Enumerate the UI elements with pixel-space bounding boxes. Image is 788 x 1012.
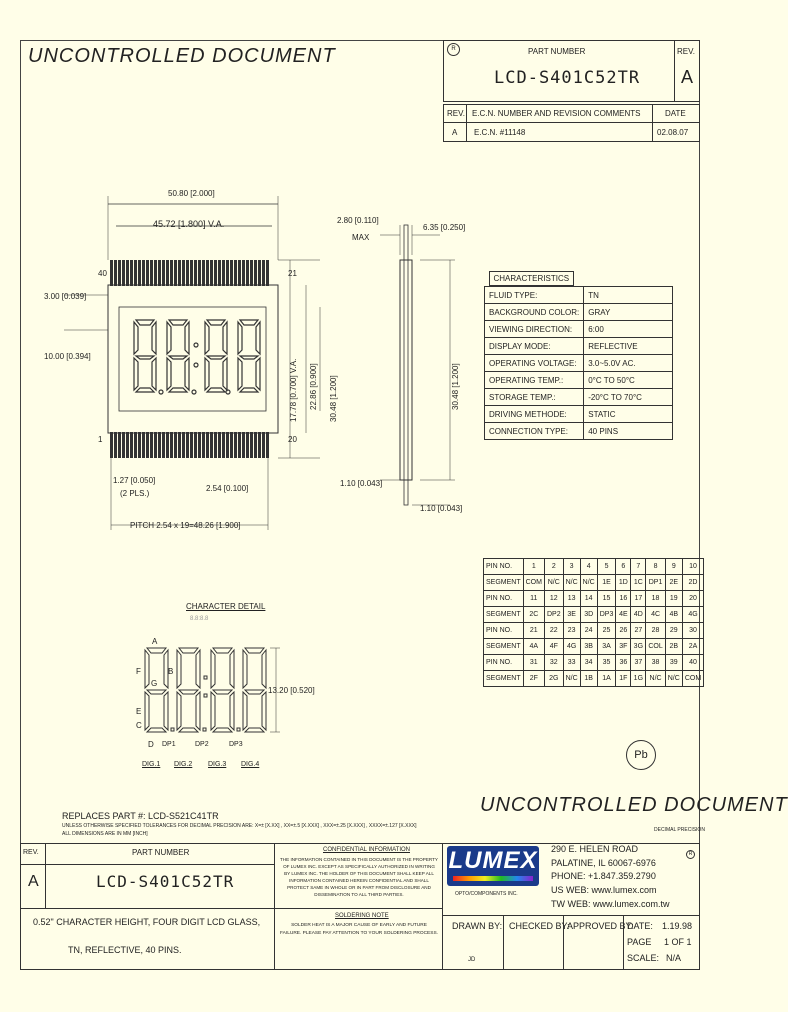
pin-cell: 9 <box>665 559 682 575</box>
char-seg-c: C <box>136 721 142 730</box>
pin-cell: DP2 <box>544 607 563 623</box>
characteristic-key: DRIVING METHODE: <box>485 406 584 423</box>
watermark-top: UNCONTROLLED DOCUMENT <box>28 45 336 67</box>
pin-row-label: SEGMENT <box>484 575 524 591</box>
char-seg-a: A <box>152 637 158 646</box>
bottom-pins <box>110 432 269 458</box>
footer-description-2: TN, REFLECTIVE, 40 PINS. <box>68 945 182 955</box>
pin-cell: 37 <box>631 655 646 671</box>
confidential-text: THE INFORMATION CONTAINED IN THIS DOCUMENT IS THE PROPERTY OF LUMEX INC. EXCEPT AS SPECIFICALLY AUTHORIZED IN WRITING BY LUMEX INC. THE HOLDER OF THIS DOCUMENT SHALL KEEP ALL INFORMATION CONTAINED HEREIN CONFIDENTIAL AND SHALL PROTECT SAME IN WHOLE OR IN PART FROM DISCLOSURE AND DISSEMINATION TO ALL THIRD PARTIES. <box>280 857 438 897</box>
characteristic-row <box>485 355 673 372</box>
characteristic-key: VIEWING DIRECTION: <box>485 321 584 338</box>
pin-cell: 3G <box>631 639 646 655</box>
footer-conf-divider <box>442 843 443 970</box>
pin-cell: 2G <box>544 671 563 687</box>
lumex-tagline: OPTO/COMPONENTS INC. <box>455 891 518 897</box>
pin-cell: 4A <box>523 639 544 655</box>
dim-pitch: PITCH 2.54 x 19=48.26 [1.900] <box>130 521 241 530</box>
pin-cell: 28 <box>646 623 665 639</box>
char-seg-f: F <box>136 667 141 676</box>
pin-cell: 4F <box>544 639 563 655</box>
pin-cell: 4 <box>580 559 597 575</box>
scale-value: N/A <box>666 953 682 963</box>
drawn-by-label: DRAWN BY: <box>452 921 503 931</box>
pin-cell: 12 <box>544 591 563 607</box>
pin-cell: 4G <box>563 639 580 655</box>
scale-label: SCALE: <box>627 953 660 963</box>
pin-cell: 1G <box>631 671 646 687</box>
dim-left-offset: 3.00 [0.039] <box>44 292 87 301</box>
pin-cell: COL <box>646 639 665 655</box>
lumex-logo <box>447 846 539 886</box>
pin-cell: 1 <box>523 559 544 575</box>
characteristic-key: STORAGE TEMP.: <box>485 389 584 406</box>
pin-cell: 19 <box>665 591 682 607</box>
pin-cell: 3A <box>597 639 616 655</box>
pin-table-row <box>484 639 704 655</box>
rev-row-rev: A <box>452 128 458 137</box>
characteristic-value: TN <box>584 287 673 304</box>
characteristic-row <box>485 406 673 423</box>
pin-cell: 18 <box>646 591 665 607</box>
characteristic-key: OPERATING TEMP.: <box>485 372 584 389</box>
char-dp1: DP1 <box>162 741 176 748</box>
char-detail-title: CHARACTER DETAIL <box>186 602 266 611</box>
pin-cell: 3D <box>580 607 597 623</box>
registered-icon: R <box>686 850 695 859</box>
footer-pn-divider <box>274 843 275 970</box>
pin-cell: 4E <box>616 607 631 623</box>
pin-cell: 3 <box>563 559 580 575</box>
pin-label-40: 40 <box>98 269 107 278</box>
pin-cell: 16 <box>616 591 631 607</box>
characteristic-value: 6:00 <box>584 321 673 338</box>
pin-cell: N/C <box>665 671 682 687</box>
pin-cell: 35 <box>597 655 616 671</box>
checked-by-label: CHECKED BY: <box>509 921 570 931</box>
pin-row-label: PIN NO. <box>484 655 524 671</box>
pin-cell: COM <box>682 671 703 687</box>
characteristics-title: CHARACTERISTICS <box>489 271 575 286</box>
characteristic-key: DISPLAY MODE: <box>485 338 584 355</box>
pin-cell: N/C <box>563 575 580 591</box>
header-rev-label: REV. <box>677 47 695 56</box>
dim-pin-plcs: (2 PLS.) <box>120 489 150 498</box>
rev-row-date: 02.08.07 <box>657 128 689 137</box>
tolerance-right: DECIMAL PRECISION <box>654 827 705 833</box>
watermark-bottom: UNCONTROLLED DOCUMENT <box>480 794 788 816</box>
pin-cell: 3E <box>563 607 580 623</box>
pin-cell: 33 <box>563 655 580 671</box>
dim-side-width: 6.35 [0.250] <box>423 223 466 232</box>
pin-table-row <box>484 623 704 639</box>
characteristic-value: REFLECTIVE <box>584 338 673 355</box>
footer-h-divider-3 <box>275 908 443 909</box>
pin-cell: 34 <box>580 655 597 671</box>
pin-cell: 1D <box>616 575 631 591</box>
pin-table-row <box>484 575 704 591</box>
tolerance-note: UNLESS OTHERWISE SPECIFIED TOLERANCES FOR DECIMAL PRECISION ARE: X=± [X.XX] , XX=±.5 [X.XXX] , XXX=±.25 [X.XXX] , XXXX=±.127 [X.XXX] <box>62 823 417 829</box>
dim-side-bottom-1: 1.10 [0.043] <box>340 479 383 488</box>
rohs-circle-icon: R <box>447 43 460 56</box>
char-dp2: DP2 <box>195 741 209 748</box>
pin-cell: 14 <box>580 591 597 607</box>
pin-cell: 8 <box>646 559 665 575</box>
rev-table-divider-1 <box>466 104 467 142</box>
tw-web: TW WEB: www.lumex.com.tw <box>551 899 670 909</box>
pin-cell: 38 <box>646 655 665 671</box>
pin-cell: N/C <box>580 575 597 591</box>
dim-pin-width: 1.27 [0.050] <box>113 476 156 485</box>
pin-cell: 25 <box>597 623 616 639</box>
lumex-brand: LUMEX <box>448 847 538 874</box>
pin-table-row <box>484 607 704 623</box>
pin-cell: 32 <box>544 655 563 671</box>
pin-cell: 29 <box>665 623 682 639</box>
char-seg-b: B <box>168 667 174 676</box>
date-value: 1.19.98 <box>662 921 693 931</box>
footer-h-divider-1 <box>20 864 275 865</box>
date-col-header: DATE <box>665 109 686 118</box>
tolerance-note-2: ALL DIMENSIONS ARE IN MM [INCH] <box>62 831 148 837</box>
lumex-rainbow-bar <box>453 876 533 881</box>
pb-free-icon <box>626 740 656 770</box>
pin-cell: 22 <box>544 623 563 639</box>
characteristic-row <box>485 321 673 338</box>
pin-cell: 2E <box>665 575 682 591</box>
pin-cell: 2A <box>682 639 703 655</box>
top-pins <box>110 260 269 286</box>
pin-row-label: SEGMENT <box>484 639 524 655</box>
dim-va-width: 45.72 [1.800] V.A. <box>153 219 225 229</box>
char-readout: 8.8:8.8 <box>190 616 209 622</box>
pin-cell: 1A <box>597 671 616 687</box>
approved-by-label: APPROVED BY: <box>567 921 634 931</box>
pin-cell: 4C <box>646 607 665 623</box>
pin-cell: 1E <box>597 575 616 591</box>
char-dig4: DIG.4 <box>241 761 260 768</box>
pin-cell: 6 <box>616 559 631 575</box>
us-web: US WEB: www.lumex.com <box>551 885 657 895</box>
dim-h1: 17.78 [0.700] V.A. <box>289 358 298 422</box>
header-rev-value: A <box>681 67 694 87</box>
pin-row-label: SEGMENT <box>484 607 524 623</box>
char-seg-e: E <box>136 707 142 716</box>
characteristic-row <box>485 304 673 321</box>
pin-cell: 4D <box>631 607 646 623</box>
pin-cell: 1F <box>616 671 631 687</box>
pin-cell: 39 <box>665 655 682 671</box>
pin-cell: 30 <box>682 623 703 639</box>
pin-row-label: PIN NO. <box>484 559 524 575</box>
pin-cell: DP1 <box>646 575 665 591</box>
dim-side-bottom-2: 1.10 [0.043] <box>420 504 463 513</box>
pin-table <box>483 558 704 687</box>
rev-col-header: REV. <box>447 109 465 118</box>
pin-cell: 24 <box>580 623 597 639</box>
pin-cell: DP3 <box>597 607 616 623</box>
pin-cell: 4G <box>682 607 703 623</box>
confidential-title: CONFIDENTIAL INFORMATION <box>323 847 410 853</box>
dim-thick-max-label: MAX <box>352 233 370 242</box>
characteristic-row <box>485 287 673 304</box>
soldering-title: SOLDERING NOTE <box>335 913 389 919</box>
pin-cell: 4B <box>665 607 682 623</box>
char-dig2: DIG.2 <box>174 761 193 768</box>
pin-cell: 5 <box>597 559 616 575</box>
characteristic-value: 0°C TO 50°C <box>584 372 673 389</box>
page-label: PAGE <box>627 937 652 947</box>
pin-cell: 2B <box>665 639 682 655</box>
characteristic-key: FLUID TYPE: <box>485 287 584 304</box>
pin-cell: 31 <box>523 655 544 671</box>
footer-part-number: LCD-S401C52TR <box>96 872 235 891</box>
address-line-2: PALATINE, IL 60067-6976 <box>551 858 656 868</box>
pin-row-label: PIN NO. <box>484 623 524 639</box>
pin-cell: 10 <box>682 559 703 575</box>
characteristic-row <box>485 372 673 389</box>
pin-cell: 26 <box>616 623 631 639</box>
characteristics-table <box>484 270 673 440</box>
pin-cell: 36 <box>616 655 631 671</box>
dim-pin-pitch: 2.54 [0.100] <box>206 484 249 493</box>
characteristic-key: BACKGROUND COLOR: <box>485 304 584 321</box>
phone: PHONE: +1.847.359.2790 <box>551 871 656 881</box>
pin-cell: 17 <box>631 591 646 607</box>
pin-cell: 11 <box>523 591 544 607</box>
pin-cell: 13 <box>563 591 580 607</box>
dim-side-height: 30.48 [1.200] <box>451 363 460 410</box>
pin-cell: 1C <box>631 575 646 591</box>
rev-table-divider-2 <box>652 104 653 142</box>
dim-h3: 30.48 [1.200] <box>329 375 338 422</box>
pin-cell: 2F <box>523 671 544 687</box>
footer-rev-value: A <box>28 873 39 890</box>
pin-cell: 3B <box>580 639 597 655</box>
pin-cell: N/C <box>646 671 665 687</box>
pin-row-label: SEGMENT <box>484 671 524 687</box>
pin-cell: 2C <box>523 607 544 623</box>
footer-rev-label: REV. <box>23 849 39 856</box>
dim-char-height: 13.20 [0.520] <box>268 686 315 695</box>
footer-h-divider-4 <box>442 915 700 916</box>
pin-label-20: 20 <box>288 435 297 444</box>
pin-cell: 21 <box>523 623 544 639</box>
char-seg-g: G <box>151 679 158 688</box>
soldering-text: SOLDER HEAT IS A MAJOR CAUSE OF EARLY AND FUTURE FAILURE. PLEASE PAY ATTENTION TO YOUR SOLDERING PROCESS. <box>280 923 438 936</box>
dim-left-height: 10.00 [0.394] <box>44 352 91 361</box>
pin-cell: 40 <box>682 655 703 671</box>
pin-label-1: 1 <box>98 435 103 444</box>
characteristic-key: OPERATING VOLTAGE: <box>485 355 584 372</box>
pin-cell: 1B <box>580 671 597 687</box>
char-dp3: DP3 <box>229 741 243 748</box>
characteristic-row <box>485 338 673 355</box>
pin-cell: COM <box>523 575 544 591</box>
header-pn-label: PART NUMBER <box>528 47 586 56</box>
pin-cell: 7 <box>631 559 646 575</box>
footer-pn-label: PART NUMBER <box>132 848 190 857</box>
date-label: DATE: <box>627 921 653 931</box>
pin-cell: 27 <box>631 623 646 639</box>
replaces-note: REPLACES PART #: LCD-S521C41TR <box>62 811 219 821</box>
characteristic-key: CONNECTION TYPE: <box>485 423 584 440</box>
pin-cell: 23 <box>563 623 580 639</box>
characteristic-value: STATIC <box>584 406 673 423</box>
pin-label-21: 21 <box>288 269 297 278</box>
pin-table-row <box>484 671 704 687</box>
pin-cell: N/C <box>563 671 580 687</box>
ecn-col-header: E.C.N. NUMBER AND REVISION COMMENTS <box>472 109 641 118</box>
pin-table-row <box>484 559 704 575</box>
footer-rev-divider <box>45 843 46 908</box>
dim-h2: 22.86 [0.900] <box>309 363 318 410</box>
dim-overall-width: 50.80 [2.000] <box>168 189 215 198</box>
rev-row-ecn: E.C.N. #11148 <box>474 128 526 137</box>
page-value: 1 OF 1 <box>664 937 692 947</box>
pin-cell: 2D <box>682 575 703 591</box>
pin-row-label: PIN NO. <box>484 591 524 607</box>
display-digits <box>134 320 260 394</box>
pin-cell: 3F <box>616 639 631 655</box>
footer-sign-div-1 <box>503 915 504 970</box>
pin-cell: N/C <box>544 575 563 591</box>
characteristic-row <box>485 423 673 440</box>
pin-cell: 2 <box>544 559 563 575</box>
drawn-by-initials: JD <box>468 957 476 963</box>
dim-thick-max: 2.80 [0.110] <box>337 216 379 225</box>
characteristic-row <box>485 389 673 406</box>
pin-cell: 15 <box>597 591 616 607</box>
char-dig3: DIG.3 <box>208 761 227 768</box>
characteristic-value: -20°C TO 70°C <box>584 389 673 406</box>
address-line-1: 290 E. HELEN ROAD <box>551 844 639 854</box>
characteristic-value: GRAY <box>584 304 673 321</box>
char-dig1: DIG.1 <box>142 761 161 768</box>
pin-table-row <box>484 655 704 671</box>
footer-description-1: 0.52" CHARACTER HEIGHT, FOUR DIGIT LCD GLASS, <box>33 917 261 927</box>
characteristic-value: 40 PINS <box>584 423 673 440</box>
footer-h-divider-2 <box>20 908 275 909</box>
pin-table-row <box>484 591 704 607</box>
pin-cell: 20 <box>682 591 703 607</box>
characteristic-value: 3.0~5.0V AC. <box>584 355 673 372</box>
char-seg-d: D <box>148 740 154 749</box>
pb-mark-label: Pb <box>634 749 648 761</box>
header-part-number: LCD-S401C52TR <box>494 68 641 88</box>
